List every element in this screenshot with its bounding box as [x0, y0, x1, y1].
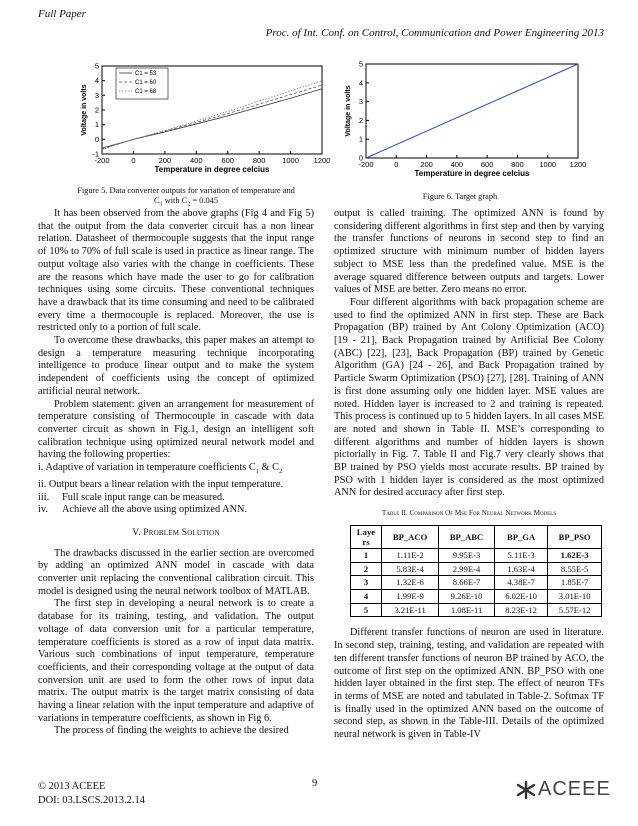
paragraph-problem-statement: Problem statement: given an arrangement for measurement of temperature consisting of Thermocouple in cascade with data converter circuit as shown in Fig.1, design an intelligent soft calibration technique using optimized neural network model and having the following properties:	[38, 398, 314, 461]
series-line	[366, 64, 578, 158]
figure-5-svg	[81, 60, 331, 178]
x-tick-label: 400	[450, 160, 464, 169]
y-tick-label: 0	[94, 134, 99, 144]
table-2-title: Table II. Comparison Of Mse For Neural Network Models	[381, 509, 557, 518]
table-cell: 1.85E-7	[548, 576, 602, 590]
page-number: 9	[312, 778, 318, 789]
x-tick-label: 1000	[539, 160, 557, 169]
x-tick-label: 1000	[282, 156, 299, 165]
column-header: BP_ABC	[439, 525, 495, 548]
column-header: BP_ACO	[382, 525, 439, 548]
x-axis-label: Temperature in degree celcius	[414, 169, 530, 178]
y-tick-label: 2	[94, 105, 99, 115]
x-tick-label: 1200	[569, 160, 587, 169]
paragraph-overcome: To overcome these drawbacks, this paper makes an attempt to design a temperature measuring technique incorporating intelligence to produce linear output and to make the system independent of coefficients using the concept of optimized artificial neural network.	[38, 335, 314, 397]
y-axis-label: Voltage in volts	[345, 85, 352, 137]
paragraph-observation: It has been observed from the above graphs (Fig 4 and Fig 5) that the output from the data converter circuit has a non linear relation. Datasheet of thermocouple suggests that the input range of 10% to 70% of full scale is used in practice as linear range. The output voltage also varies with the change in coefficients. These are the reasons which have made the user to go for calibration techniques using some circuits. These conventional techniques have a drawback that its time consuming and need to be calibrated every time a thermocouple is replaced. Moreover, the use is restricted only to a portion of full scale.	[38, 208, 314, 334]
section-title-problem-solution: V. Problem Solution	[132, 527, 220, 538]
table-cell: 2	[351, 562, 382, 576]
table-cell: 3	[351, 576, 382, 590]
aceee-logo	[514, 778, 611, 801]
y-tick-label: 4	[94, 76, 99, 86]
figure-6-chart	[344, 59, 587, 180]
table-cell: 4	[351, 589, 382, 603]
x-tick-label: 200	[420, 160, 433, 169]
table-cell: 1.99E-9	[382, 589, 439, 603]
legend-label: C1 = 53	[135, 71, 157, 77]
y-tick-label: 3	[94, 90, 99, 100]
x-tick-label: 200	[158, 156, 172, 165]
table-cell: 2.99E-4	[439, 562, 495, 576]
table-cell: 5.57E-12	[548, 603, 602, 617]
aceee-logo-icon	[514, 780, 538, 800]
figure-5-caption-line1: Figure 5. Data converter outputs for variation of temperature and	[77, 186, 295, 195]
column-header: Laye rs	[351, 525, 382, 548]
column-header: BP_GA	[494, 525, 547, 548]
left-column	[38, 208, 314, 738]
right-column	[334, 208, 604, 742]
x-tick-label: 800	[252, 156, 266, 165]
y-axis-label: Voltage in volts	[81, 84, 88, 136]
table-cell: 3.21E-11	[382, 603, 439, 617]
property-item: iv. Achieve all the above using optimized ANN.	[38, 504, 248, 516]
figure-5-caption-line2: $C_1$ with $C_2 = 0.045$	[153, 196, 219, 208]
table-cell: 5.11E-3	[494, 548, 547, 562]
x-tick-label: 400	[190, 156, 203, 165]
table-row	[351, 562, 602, 576]
paragraph-solution: The drawbacks discussed in the earlier section are overcomed by adding an optimized ANN model in cascade with data converter unit replacing the conventional calibration circuit. This model is designed using the neural network toolbox of MATLAB.	[38, 547, 314, 597]
x-tick-label: -200	[94, 156, 110, 165]
table-header-row	[351, 525, 602, 548]
table-cell: 1.63E-4	[494, 562, 547, 576]
y-tick-label: -1	[92, 149, 99, 159]
legend-label: C1 = 60	[135, 80, 157, 86]
x-tick-label: 0	[131, 156, 136, 165]
x-axis-label: Temperature in degree celcius	[154, 165, 270, 174]
column-header: BP_PSO	[548, 525, 602, 548]
table-2	[350, 525, 602, 618]
table-cell: 1.62E-3	[548, 548, 602, 562]
table-cell: 4.38E-7	[494, 576, 547, 590]
property-item: ii. Output bears a linear relation with the input temperature.	[38, 478, 284, 490]
table-cell: 5	[351, 603, 382, 617]
y-tick-label: 5	[358, 59, 363, 69]
table-cell: 1.32E-6	[382, 576, 439, 590]
y-tick-label: 0	[358, 153, 363, 163]
paragraph-first-step: The first step in developing a neural network is to create a database for its training, testing, and validation. The output voltage of data conversion unit for a particular temperature, temperature coefficients is stored as a row of input data matrix. Various such combinations of input temperature, temperature coefficients, and their corresponding voltage at the output of data conversion unit are used to form the other rows of input data matrix. The output matrix is the target matrix consisting of data having a linear relation with the input temperature and adaptive of variations in temperature coefficients, as shown in Fig 6.	[38, 598, 314, 724]
table-cell: 1	[351, 548, 382, 562]
x-tick-label: -200	[358, 160, 374, 169]
y-tick-label: 1	[358, 134, 363, 144]
y-tick-label: 1	[94, 120, 99, 130]
paragraph-training-cont: output is called training. The optimized ANN is found by considering different algorithms in first step and then by varying the transfer functions of neurons in second step to find an optimized structure with minimum number of hidden layers subject to MSE less than the predefined value. MSE is the average squared difference between outputs and targets. Lower values of MSE are better. Zero means no error.	[334, 208, 604, 296]
y-tick-label: 4	[358, 78, 363, 88]
property-item: i. Adaptive of variation in temperature coefficients $C_1$ & $C_2$	[38, 462, 283, 476]
table-row	[351, 589, 602, 603]
x-tick-label: 800	[511, 160, 524, 169]
table-cell: 8.66E-7	[439, 576, 495, 590]
property-list	[38, 462, 314, 517]
copyright: © 2013 ACEEE	[38, 781, 106, 792]
conference-header: Proc. of Int. Conf. on Control, Communication and Power Engineering 2013	[265, 27, 604, 39]
x-tick-label: 1200	[313, 156, 331, 165]
table-cell: 5.83E-4	[382, 562, 439, 576]
figure-5-chart	[81, 60, 331, 178]
table-cell: 9.95E-3	[439, 548, 495, 562]
table-cell: 8.23E-12	[494, 603, 547, 617]
y-tick-label: 5	[94, 61, 99, 71]
property-item: iii. Full scale input range can be measured.	[38, 491, 225, 503]
paragraph-algorithms: Four different algorithms with back propagation scheme are used to find the optimized ANN in first step. These are Back Propagation (BP) trained by Ant Colony Optimization (ACO) [19 - 21], Back Propagation trained by Artificial Bee Colony (ABC) [22], [23], Back Propagation (BP) trained by Genetic Algorithm (GA) [24 - 26], and Back Propagation trained by Particle Swarm Optimization (PSO) [27], [28]. Training of ANN is first done assuming only one hidden layer. MSE values are noted. Hidden layer is increased to 2 and training is repeated. This process is continued up to 5 hidden layers. In all cases MSE are noted and shown in Table II. MSE’s corresponding to different algorithms and number of hidden layers is shown pictorially in Fig. 7. Table II and Fig.7 very clearly shows that BP trained by PSO yields most accurate results. BP trained by PSO with 1 hidden layer is considered as the most optimized ANN for desired accuracy after first step.	[334, 296, 604, 499]
y-tick-label: 2	[358, 115, 363, 125]
doi: DOI: 03.LSCS.2013.2.14	[38, 795, 146, 806]
table-cell: 8.55E-5	[548, 562, 602, 576]
x-tick-label: 600	[480, 160, 494, 169]
table-cell: 1.11E-2	[382, 548, 439, 562]
y-tick-label: 3	[358, 97, 363, 107]
x-tick-label: 0	[394, 160, 399, 169]
legend-label: C1 = 68	[135, 89, 157, 95]
table-cell: 3.01E-10	[548, 589, 602, 603]
journal-type-label: Full Paper	[38, 8, 86, 20]
aceee-logo-text: ACEEE	[538, 778, 611, 800]
figure-6-svg	[344, 59, 587, 180]
footer-left	[38, 780, 145, 808]
paragraph-training: The process of finding the weights to achieve the desired	[54, 725, 289, 737]
table-cell: 9.26E-10	[439, 589, 495, 603]
table-2-body	[351, 548, 602, 617]
table-cell: 6.02E-10	[494, 589, 547, 603]
figure-5-caption	[48, 186, 324, 210]
table-row	[351, 548, 602, 562]
table-cell: 1.08E-11	[439, 603, 495, 617]
table-row	[351, 576, 602, 590]
figure-6-caption: Figure 6. Target graph	[422, 192, 498, 201]
paragraph-transfer-functions: Different transfer functions of neuron are used in literature. In second step, training, testing, and validation are repeated with ten different transfer functions of neuron BP trained by ACO, the outcome of first step on the optimized ANN. BP_PSO with one hidden layer obtained in the first step. The effect of neuron TFs in terms of MSE are noted and tabulated in Table-2. Softmax TF is finally used in the optimized ANN based on the outcome of second step, as shown in the Table-III. Details of the optimized neural network is given in Table-IV	[334, 627, 604, 741]
x-tick-label: 600	[221, 156, 234, 165]
table-row	[351, 603, 602, 617]
